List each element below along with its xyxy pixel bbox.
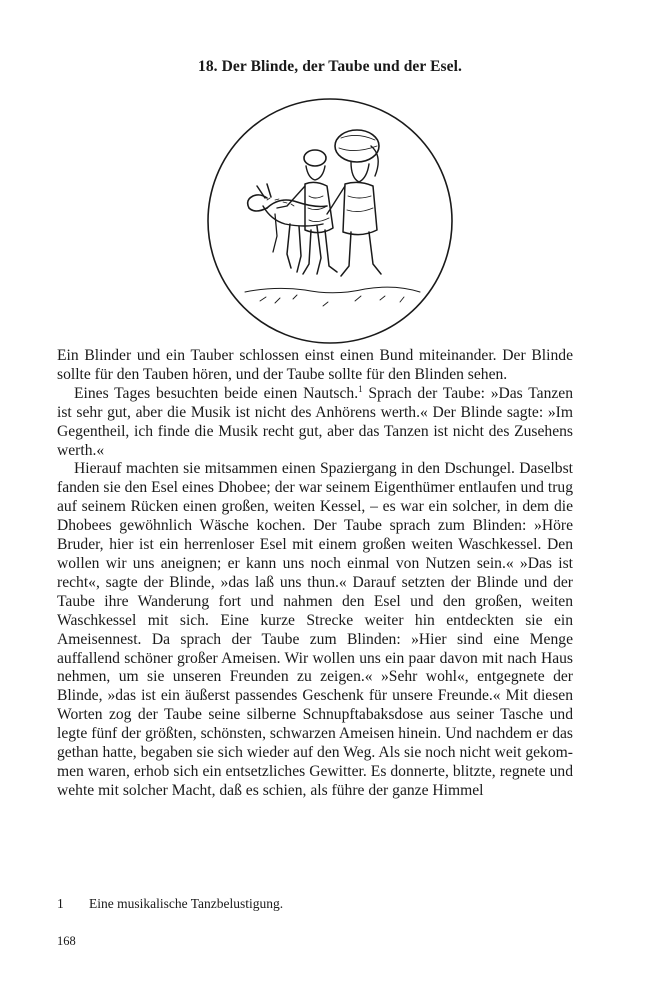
footnote-text: Eine musikalische Tanzbelustigung.	[89, 896, 284, 911]
page-number: 168	[57, 934, 76, 948]
paragraph	[57, 385, 573, 461]
paragraph: Hierauf machten sie mitsammen einen Spaziergang in den Dschungel. Daselbst fanden sie den Esel eines Dhobee; der war seinem Eigenthümer entlaufen und trug auf seinem Rücken einen großen, weiten Kessel, – es war ein solcher, in dem die Dhobees gewöhnlich Wäsche kochen. Der Taube sprach zum Blinden: »Höre Bruder, hier ist ein herrenloser Esel mit einem großen weiten Waschkessel. Den wollen wir uns aneignen; er kann uns noch einmal von Nutzen sein.« »Das ist recht«, sagte der Blinde, »das laß uns thun.« Darauf setzten der Blinde und der Taube ihre Wanderung fort und nahmen den Esel und den großen, weiten Waschkessel mit sich. Eine kurze Strecke weiter hin entdeckten sie ein Ameisennest. Da sprach der Taube zum Blinden: »Hier sind eine Menge auffallend schöner großer Ameisen. Wir wollen uns ein paar davon mit nach Haus nehmen, um sie unseren Freunden zu zeigen.« »Sehr wohl«, entgegnete der Blinde, »das ist ein äußerst passendes Geschenk für unsere Freunde.« Mit diesen Worten zog der Taube seine silberne Schnupftabaksdose aus seiner Tasche und legte fünf der größten, schönsten, schwarzen Ameisen hinein. Und nachdem er das gethan hatte, begaben sie sich wieder auf den Weg. Als sie noch nicht weit gekommen waren, erhob sich ein entsetzliches Gewitter. Es donnerte, blitzte, regnete und wehte mit solcher Macht, daß es schien, als führe der ganze Himmel	[57, 460, 573, 799]
footnote-number: 1	[57, 896, 64, 911]
footnote	[57, 896, 283, 912]
illustration-donkey-two-men-icon	[205, 96, 455, 346]
body-text	[57, 347, 573, 801]
chapter-title: 18. Der Blinde, der Taube und der Esel.	[197, 58, 463, 75]
footnote-marker: 1	[358, 383, 363, 394]
paragraph-text: Eines Tages besuchten beide einen Nautsch.	[74, 384, 359, 402]
paragraph-text: Sprach der Taube: »Das Tanzen ist sehr gut, aber die Musik ist nicht des Anhörens werth.« Der Blinde sagte: »Im Gegentheil, ich finde die Musik recht gut, aber das Tanzen ist nicht des Zusehens werth.«	[57, 384, 574, 459]
paragraph: Ein Blinder und ein Tauber schlossen einst einen Bund miteinander. Der Blinde sollte für den Tauben hören, und der Taube sollte für den Blinden sehen.	[57, 347, 573, 383]
